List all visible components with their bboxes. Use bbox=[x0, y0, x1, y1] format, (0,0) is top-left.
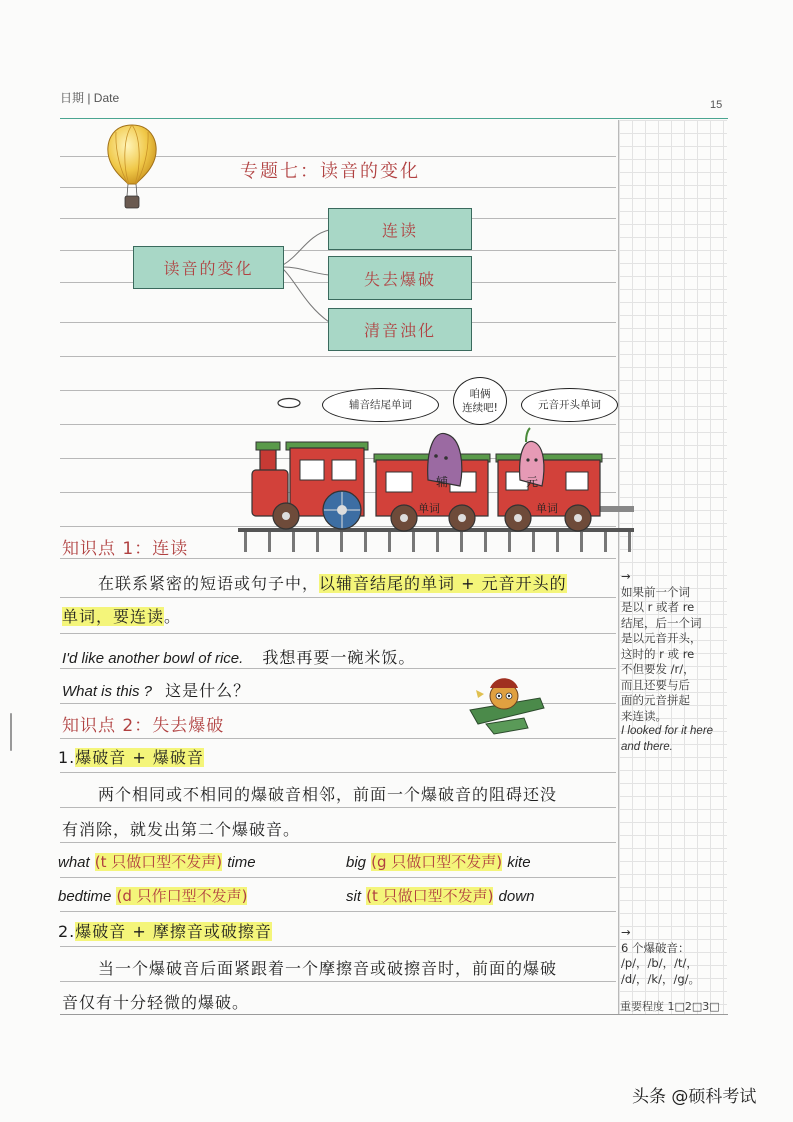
mindmap-root-label: 读音的变化 bbox=[163, 259, 254, 278]
car-word-label: 单词 bbox=[536, 502, 558, 515]
subsection1-title: 1.爆破音 + 爆破音 bbox=[58, 748, 204, 767]
watermark: 头条 @硕科考试 bbox=[632, 1087, 757, 1107]
car-label-vowel: 元 bbox=[526, 475, 539, 489]
margin-grid-column bbox=[618, 120, 727, 1015]
mindmap-branch-liaison bbox=[328, 208, 472, 250]
speech-bubble-vowel: 元音开头单词 bbox=[521, 388, 618, 422]
subsection1-paragraph-line1: 两个相同或不相同的爆破音相邻，前面一个爆破音的阻碍还没 bbox=[98, 785, 558, 804]
airplane-mascot-icon bbox=[466, 668, 546, 744]
example-row: sit (t 只做口型不发声) down bbox=[346, 887, 535, 905]
steam-puff-icon bbox=[275, 395, 305, 413]
section1-heading: 知识点 1：连读 bbox=[62, 539, 189, 559]
margin-note-plosives: → 6 个爆破音： /p/，/b/，/t/， /d/，/k/，/g/。 bbox=[621, 925, 701, 986]
subsection2-paragraph-line1: 当一个爆破音后面紧跟着一个摩擦音或破擦音时，前面的爆破 bbox=[98, 959, 558, 978]
highlight-text: (d 只作口型不发声) bbox=[116, 887, 248, 905]
train-illustration bbox=[238, 420, 634, 555]
section1-paragraph-line1: 在联系紧密的短语或句子中，以辅音结尾的单词 + 元音开头的 bbox=[98, 574, 567, 593]
top-rule bbox=[60, 118, 728, 119]
highlight-text: (t 只做口型不发声) bbox=[94, 853, 223, 871]
highlight-text: (t 只做口型不发声) bbox=[366, 887, 494, 905]
mindmap-branch-loss-of-plosion bbox=[328, 256, 472, 300]
bottom-rule bbox=[60, 1014, 728, 1015]
car-label-consonant: 辅 bbox=[436, 475, 449, 489]
example-row: big (g 只做口型不发声) kite bbox=[346, 853, 531, 871]
highlight-text: (g 只做口型不发声) bbox=[371, 853, 503, 871]
section2-heading: 知识点 2：失去爆破 bbox=[62, 716, 225, 736]
speech-bubble-link: 咱俩 连续吧! bbox=[453, 377, 507, 425]
example-sentence-2: What is this ? 这是什么？ bbox=[62, 681, 251, 700]
mindmap-branch-label: 清音浊化 bbox=[363, 321, 436, 340]
page-number: 15 bbox=[710, 99, 723, 111]
car-word-label: 单词 bbox=[418, 502, 440, 515]
example-sentence-1: I'd like another bowl of rice. 我想再要一碗米饭。 bbox=[62, 648, 416, 667]
margin-note-liaison: → 如果前一个词 是以 r 或者 re 结尾，后一个词 是以元音开头， 这时的 r 或 re 不但要发 /r/， 而且还要与后 面的元音拼起 来连读。 I looked for it here and there. bbox=[621, 569, 714, 753]
subsection2-paragraph-line2: 音仅有十分轻微的爆破。 bbox=[62, 993, 250, 1012]
highlight-text: 爆破音 + 爆破音 bbox=[75, 748, 204, 767]
example-row: what (t 只做口型不发声) time bbox=[58, 853, 256, 871]
page-title: 专题七：读音的变化 bbox=[240, 161, 420, 182]
highlight-text: 单词，要连读 bbox=[62, 607, 165, 626]
mindmap-root bbox=[133, 246, 284, 289]
subsection2-title: 2.爆破音 + 摩擦音或破擦音 bbox=[58, 922, 272, 941]
hot-air-balloon-icon bbox=[103, 122, 161, 212]
mindmap-branch-voicing bbox=[328, 308, 472, 351]
importance-rating: 重要程度 1□2□3□ bbox=[620, 1000, 720, 1013]
subsection1-paragraph-line2: 有消除，就发出第二个爆破音。 bbox=[62, 820, 301, 839]
mindmap-branch-label: 连读 bbox=[381, 220, 418, 240]
binding-mark bbox=[10, 713, 12, 751]
highlight-text: 爆破音 + 摩擦音或破擦音 bbox=[75, 922, 272, 941]
highlight-text: 以辅音结尾的单词 + 元音开头的 bbox=[319, 574, 567, 593]
mindmap-branch-label: 失去爆破 bbox=[363, 269, 436, 289]
example-row: bedtime (d 只作口型不发声) bbox=[58, 887, 248, 905]
date-label: 日期 | Date bbox=[60, 91, 120, 105]
section1-paragraph-line2: 单词，要连读。 bbox=[62, 607, 182, 626]
speech-bubble-consonant: 辅音结尾单词 bbox=[322, 388, 439, 422]
